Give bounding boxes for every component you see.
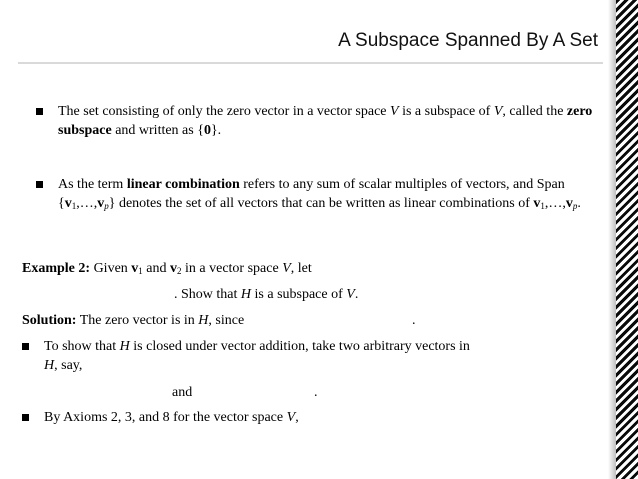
and-period: . bbox=[314, 385, 318, 400]
title-divider bbox=[18, 62, 603, 64]
bullet-square-icon bbox=[36, 181, 43, 188]
bullet-square-icon bbox=[22, 343, 29, 350]
and-label: and bbox=[172, 385, 193, 400]
example-line-1: Example 2: Given $v_1$ and $v_2$ in a vector space V, let bbox=[22, 261, 312, 276]
bullet-square-icon bbox=[36, 108, 43, 115]
decorative-stripe bbox=[616, 0, 638, 479]
slide-title: A Subspace Spanned By A Set bbox=[338, 30, 598, 51]
bullet-text: The set consisting of only the zero vector in a vector space V is a subspace of V, called the zero subspace and written as {0}. bbox=[58, 104, 593, 138]
solution-period: . bbox=[412, 313, 416, 328]
bullet-text: By Axioms 2, 3, and 8 for the vector space V, bbox=[44, 410, 299, 425]
solution-line: Solution: The zero vector is in H, since bbox=[22, 313, 245, 328]
bullet-text: To show that H is closed under vector addition, take two arbitrary vectors in H, say, bbox=[44, 339, 470, 373]
bullet-text: As the term linear combination refers to any sum of scalar multiples of vectors, and Span $\{v_1,\dots,v_p\}$ denotes the set of all vectors that can be written as linear combinations of $v_1,\dots,v_p$. bbox=[58, 177, 581, 211]
bullet-square-icon bbox=[22, 414, 29, 421]
example-line-2: . Show that H is a subspace of V. bbox=[174, 287, 359, 302]
